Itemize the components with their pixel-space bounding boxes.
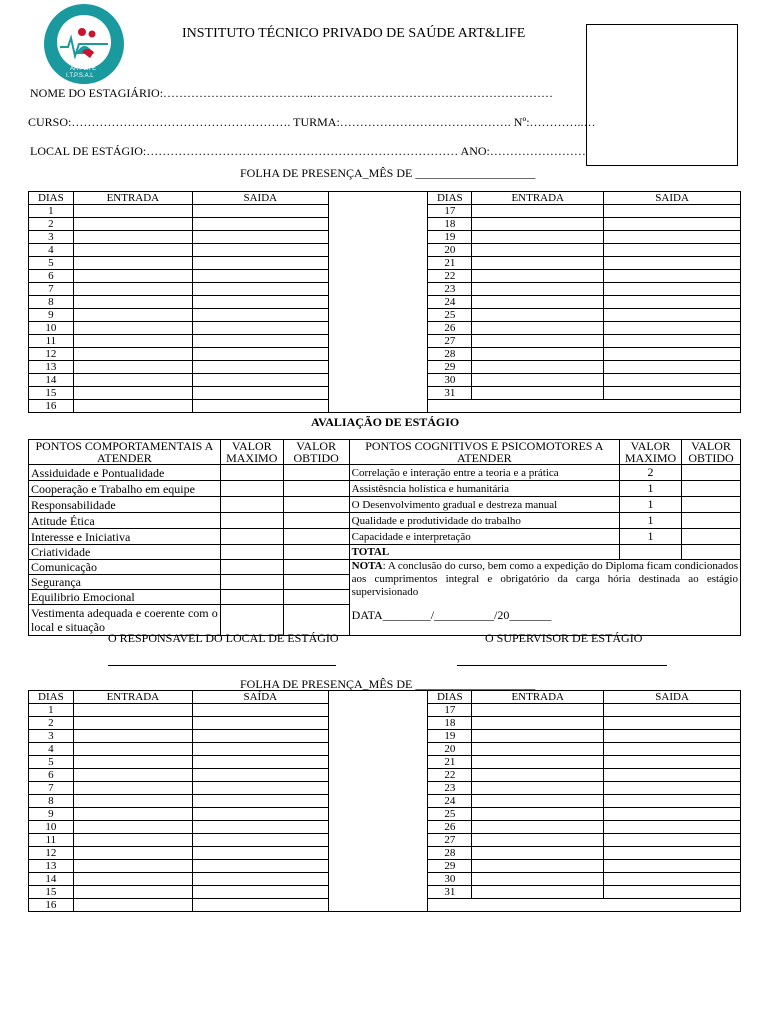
- signature-label-supervisor: O SUPERVISOR DE ESTÁGIO: [485, 631, 643, 645]
- entrada-cell[interactable]: [73, 769, 192, 782]
- day-number: 19: [428, 730, 472, 743]
- day-number: 24: [428, 795, 472, 808]
- saida-cell[interactable]: [604, 860, 741, 873]
- entrada-cell[interactable]: [73, 205, 192, 218]
- day-number: 14: [29, 374, 74, 387]
- saida-cell[interactable]: [192, 348, 328, 361]
- entrada-cell[interactable]: [472, 361, 604, 374]
- header-dias: DIAS: [428, 691, 472, 704]
- saida-cell[interactable]: [192, 296, 328, 309]
- saida-cell[interactable]: [192, 257, 328, 270]
- day-number: 10: [29, 821, 74, 834]
- entrada-cell[interactable]: [472, 769, 604, 782]
- valor-maximo-header: VALOR MAXIMO: [620, 440, 682, 465]
- day-number: 16: [29, 400, 74, 413]
- saida-cell[interactable]: [604, 361, 741, 374]
- header-entrada: ENTRADA: [472, 691, 604, 704]
- day-number: 27: [428, 834, 472, 847]
- saida-cell[interactable]: [192, 873, 328, 886]
- behavioral-item: Assiduidade e Pontualidade: [29, 465, 221, 481]
- day-number: 16: [29, 899, 74, 912]
- entrada-cell[interactable]: [472, 860, 604, 873]
- day-number: 29: [428, 361, 472, 374]
- entrada-cell[interactable]: [472, 834, 604, 847]
- cognitive-item: Capacidade e interpretação: [349, 529, 619, 545]
- day-number: 3: [29, 231, 74, 244]
- saida-cell[interactable]: [192, 309, 328, 322]
- day-number: 13: [29, 860, 74, 873]
- header-saida: SAIDA: [604, 691, 741, 704]
- behavioral-obtained-cell[interactable]: [283, 497, 349, 513]
- day-number: 18: [428, 218, 472, 231]
- saida-cell[interactable]: [192, 795, 328, 808]
- behavioral-obtained-cell[interactable]: [283, 529, 349, 545]
- entrada-cell[interactable]: [73, 387, 192, 400]
- entrada-cell[interactable]: [472, 309, 604, 322]
- header-saida: SAÍDA: [192, 691, 328, 704]
- cognitive-max-value: 2: [620, 465, 682, 481]
- entrada-cell[interactable]: [73, 218, 192, 231]
- day-number: 21: [428, 756, 472, 769]
- attendance-header-row: [29, 691, 741, 704]
- day-number: 15: [29, 886, 74, 899]
- behavioral-obtained-cell[interactable]: [283, 590, 349, 605]
- entrada-cell[interactable]: [73, 270, 192, 283]
- saida-cell[interactable]: [604, 270, 741, 283]
- entrada-cell[interactable]: [73, 231, 192, 244]
- entrada-cell[interactable]: [73, 808, 192, 821]
- behavioral-item: Responsabilidade: [29, 497, 221, 513]
- entrada-cell[interactable]: [73, 886, 192, 899]
- entrada-cell[interactable]: [472, 743, 604, 756]
- entrada-cell[interactable]: [73, 743, 192, 756]
- day-number: 11: [29, 834, 74, 847]
- total-max-cell[interactable]: [620, 545, 682, 560]
- day-number: 1: [29, 205, 74, 218]
- day-number: 9: [29, 309, 74, 322]
- logo-name: ART LIFE: [70, 66, 97, 72]
- cognitive-header: PONTOS COGNITIVOS E PSICOMOTORES A ATENDER: [349, 440, 619, 465]
- day-number: 5: [29, 756, 74, 769]
- entrada-cell[interactable]: [472, 387, 604, 400]
- day-number: 20: [428, 244, 472, 257]
- header-dias: DIAS: [428, 192, 472, 205]
- behavioral-item: Atitude Ética: [29, 513, 221, 529]
- day-number: 28: [428, 847, 472, 860]
- saida-cell[interactable]: [604, 834, 741, 847]
- day-number: 14: [29, 873, 74, 886]
- saida-cell[interactable]: [192, 335, 328, 348]
- behavioral-max-cell[interactable]: [220, 465, 283, 481]
- day-number: 7: [29, 283, 74, 296]
- attendance-title-1: FOLHA DE PRESENÇA_MÊS DE ____________________: [240, 166, 536, 180]
- saida-cell[interactable]: [604, 704, 741, 717]
- field-nome-estagiario[interactable]: NOME DO ESTAGIÁRIO:………………………………..……………………………………………………: [30, 86, 554, 100]
- day-number: 9: [29, 808, 74, 821]
- behavioral-item: Vestimenta adequada e coerente com o local e situação: [29, 605, 221, 636]
- saida-cell[interactable]: [192, 808, 328, 821]
- entrada-cell[interactable]: [472, 756, 604, 769]
- day-number: 17: [428, 205, 472, 218]
- day-number: 2: [29, 717, 74, 730]
- nota-label: NOTA: [351, 560, 383, 572]
- cognitive-item: O Desenvolvimento gradual e destreza manual: [349, 497, 619, 513]
- day-number: 7: [29, 782, 74, 795]
- behavioral-max-cell[interactable]: [220, 545, 283, 560]
- entrada-cell[interactable]: [472, 717, 604, 730]
- behavioral-item: Comunicação: [29, 560, 221, 575]
- entrada-cell[interactable]: [73, 296, 192, 309]
- field-local-ano[interactable]: LOCAL DE ESTÁGIO:…………………………………………………………………… ANO:……………………: [30, 144, 586, 158]
- day-number: 21: [428, 257, 472, 270]
- saida-cell[interactable]: [192, 387, 328, 400]
- behavioral-item: Equilibrio Emocional: [29, 590, 221, 605]
- day-number: 30: [428, 374, 472, 387]
- data-field[interactable]: DATA________/__________/20_______: [351, 608, 552, 622]
- behavioral-max-cell[interactable]: [220, 590, 283, 605]
- behavioral-max-cell[interactable]: [220, 575, 283, 590]
- entrada-cell[interactable]: [73, 847, 192, 860]
- entrada-cell[interactable]: [73, 322, 192, 335]
- entrada-cell[interactable]: [73, 257, 192, 270]
- saida-cell[interactable]: [604, 244, 741, 257]
- signature-line-local[interactable]: [108, 665, 336, 666]
- valor-obtido-header: VALOR OBTIDO: [682, 440, 741, 465]
- nota-block: [349, 560, 740, 636]
- saida-cell[interactable]: [192, 821, 328, 834]
- entrada-cell[interactable]: [472, 244, 604, 257]
- behavioral-item: Cooperação e Trabalho em equipe: [29, 481, 221, 497]
- entrada-cell[interactable]: [73, 821, 192, 834]
- saida-cell[interactable]: [604, 795, 741, 808]
- day-number: 31: [428, 387, 472, 400]
- saida-cell[interactable]: [192, 322, 328, 335]
- day-number: 27: [428, 335, 472, 348]
- evaluation-title: AVALIAÇÃO DE ESTÁGIO: [311, 415, 460, 429]
- entrada-cell[interactable]: [472, 782, 604, 795]
- attendance-table-2: [28, 690, 741, 912]
- saida-cell[interactable]: [192, 743, 328, 756]
- total-obtained-cell[interactable]: [682, 545, 741, 560]
- day-number: 18: [428, 717, 472, 730]
- cognitive-obtained-cell[interactable]: [682, 513, 741, 529]
- document-title: INSTITUTO TÉCNICO PRIVADO DE SAÚDE ART&LIFE: [182, 26, 526, 41]
- entrada-cell[interactable]: [472, 296, 604, 309]
- day-number: 30: [428, 873, 472, 886]
- cognitive-obtained-cell[interactable]: [682, 497, 741, 513]
- evaluation-table: [28, 439, 741, 636]
- saida-cell[interactable]: [604, 283, 741, 296]
- saida-cell[interactable]: [192, 886, 328, 899]
- day-number: 26: [428, 821, 472, 834]
- saida-cell[interactable]: [604, 335, 741, 348]
- saida-cell[interactable]: [604, 231, 741, 244]
- day-number: 6: [29, 769, 74, 782]
- entrada-cell[interactable]: [73, 873, 192, 886]
- day-number: 24: [428, 296, 472, 309]
- day-number: 13: [29, 361, 74, 374]
- saida-cell[interactable]: [604, 205, 741, 218]
- saida-cell[interactable]: [604, 374, 741, 387]
- signature-label-local: O RESPONSAVEL DO LOCAL DE ESTÁGIO: [108, 631, 339, 645]
- behavioral-max-cell[interactable]: [220, 513, 283, 529]
- entrada-cell[interactable]: [73, 860, 192, 873]
- cognitive-obtained-cell[interactable]: [682, 465, 741, 481]
- entrada-cell[interactable]: [472, 374, 604, 387]
- saida-cell[interactable]: [604, 730, 741, 743]
- saida-cell[interactable]: [604, 257, 741, 270]
- saida-cell[interactable]: [192, 704, 328, 717]
- day-number: 8: [29, 795, 74, 808]
- day-number: 10: [29, 322, 74, 335]
- day-number: 25: [428, 309, 472, 322]
- day-number: 22: [428, 769, 472, 782]
- entrada-cell[interactable]: [73, 283, 192, 296]
- saida-cell[interactable]: [604, 873, 741, 886]
- empty-cell: [428, 899, 741, 912]
- day-number: 4: [29, 743, 74, 756]
- attendance-title-2: FOLHA DE PRESENÇA_MÊS DE ____________________: [240, 677, 536, 691]
- saida-cell[interactable]: [604, 387, 741, 400]
- entrada-cell[interactable]: [73, 782, 192, 795]
- evaluation-row: [29, 545, 741, 560]
- day-number: 6: [29, 270, 74, 283]
- saida-cell[interactable]: [192, 769, 328, 782]
- day-number: 11: [29, 335, 74, 348]
- saida-cell[interactable]: [192, 361, 328, 374]
- day-number: 29: [428, 860, 472, 873]
- evaluation-row: [29, 465, 741, 481]
- saida-cell[interactable]: [604, 769, 741, 782]
- entrada-cell[interactable]: [73, 361, 192, 374]
- day-number: 12: [29, 348, 74, 361]
- photo-box: [586, 24, 738, 166]
- behavioral-header: PONTOS COMPORTAMENTAIS A ATENDER: [29, 440, 221, 465]
- cognitive-max-value: 1: [620, 529, 682, 545]
- saida-cell[interactable]: [192, 847, 328, 860]
- entrada-cell[interactable]: [472, 886, 604, 899]
- behavioral-obtained-cell[interactable]: [283, 513, 349, 529]
- valor-maximo-header: VALOR MAXIMO: [220, 440, 283, 465]
- behavioral-obtained-cell[interactable]: [283, 545, 349, 560]
- evaluation-row: [29, 497, 741, 513]
- entrada-cell[interactable]: [472, 704, 604, 717]
- day-number: 20: [428, 743, 472, 756]
- entrada-cell[interactable]: [73, 244, 192, 257]
- saida-cell[interactable]: [192, 244, 328, 257]
- saida-cell[interactable]: [604, 847, 741, 860]
- saida-cell[interactable]: [604, 296, 741, 309]
- entrada-cell[interactable]: [472, 322, 604, 335]
- behavioral-max-cell[interactable]: [220, 560, 283, 575]
- entrada-cell[interactable]: [73, 374, 192, 387]
- entrada-cell[interactable]: [472, 270, 604, 283]
- saida-cell[interactable]: [192, 283, 328, 296]
- saida-cell[interactable]: [604, 309, 741, 322]
- evaluation-row: [29, 481, 741, 497]
- saida-cell[interactable]: [604, 717, 741, 730]
- entrada-cell[interactable]: [472, 205, 604, 218]
- entrada-cell[interactable]: [73, 730, 192, 743]
- entrada-cell[interactable]: [472, 730, 604, 743]
- day-number: 31: [428, 886, 472, 899]
- entrada-cell[interactable]: [472, 218, 604, 231]
- saida-cell[interactable]: [192, 205, 328, 218]
- entrada-cell[interactable]: [73, 899, 192, 912]
- day-number: 5: [29, 257, 74, 270]
- entrada-cell[interactable]: [472, 335, 604, 348]
- header-entrada: ENTRADA: [472, 192, 604, 205]
- entrada-cell[interactable]: [73, 400, 192, 413]
- saida-cell[interactable]: [604, 218, 741, 231]
- header-saida: SAIDA: [192, 192, 328, 205]
- saida-cell[interactable]: [192, 400, 328, 413]
- saida-cell[interactable]: [192, 899, 328, 912]
- day-number: 28: [428, 348, 472, 361]
- entrada-cell[interactable]: [73, 795, 192, 808]
- entrada-cell[interactable]: [472, 257, 604, 270]
- evaluation-header-row: [29, 440, 741, 465]
- day-number: 22: [428, 270, 472, 283]
- header-entrada: ENTRADA: [73, 192, 192, 205]
- entrada-cell[interactable]: [472, 348, 604, 361]
- behavioral-obtained-cell[interactable]: [283, 575, 349, 590]
- field-curso-turma[interactable]: CURSO:………………………………………………. TURMA:……………………………………. Nº:…………..…: [28, 115, 596, 129]
- day-number: 8: [29, 296, 74, 309]
- day-number: 15: [29, 387, 74, 400]
- saida-cell[interactable]: [192, 717, 328, 730]
- evaluation-row: [29, 513, 741, 529]
- saida-cell[interactable]: [192, 270, 328, 283]
- day-number: 4: [29, 244, 74, 257]
- gap-cell: [328, 192, 428, 413]
- cognitive-item: Qualidade e produtividade do trabalho: [349, 513, 619, 529]
- behavioral-max-cell[interactable]: [220, 529, 283, 545]
- entrada-cell[interactable]: [472, 808, 604, 821]
- attendance-table-1: [28, 191, 741, 413]
- saida-cell[interactable]: [192, 730, 328, 743]
- entrada-cell[interactable]: [73, 309, 192, 322]
- day-number: 17: [428, 704, 472, 717]
- cognitive-obtained-cell[interactable]: [682, 529, 741, 545]
- entrada-cell[interactable]: [472, 283, 604, 296]
- saida-cell[interactable]: [192, 756, 328, 769]
- logo-acronym: I.T.P.S.A.L: [66, 73, 94, 79]
- day-number: 19: [428, 231, 472, 244]
- saida-cell[interactable]: [604, 348, 741, 361]
- behavioral-item: Interesse e Iniciativa: [29, 529, 221, 545]
- saida-cell[interactable]: [604, 322, 741, 335]
- header-dias: DIAS: [29, 691, 74, 704]
- cognitive-max-value: 1: [620, 481, 682, 497]
- saida-cell[interactable]: [604, 886, 741, 899]
- entrada-cell[interactable]: [472, 795, 604, 808]
- entrada-cell[interactable]: [73, 756, 192, 769]
- day-number: 2: [29, 218, 74, 231]
- saida-cell[interactable]: [192, 218, 328, 231]
- behavioral-max-cell[interactable]: [220, 481, 283, 497]
- day-number: 23: [428, 283, 472, 296]
- day-number: 1: [29, 704, 74, 717]
- saida-cell[interactable]: [604, 808, 741, 821]
- day-number: 25: [428, 808, 472, 821]
- entrada-cell[interactable]: [472, 873, 604, 886]
- behavioral-item: Segurança: [29, 575, 221, 590]
- day-number: 26: [428, 322, 472, 335]
- behavioral-item: Criatividade: [29, 545, 221, 560]
- header-saida: SAIDA: [604, 192, 741, 205]
- header-dias: DIAS: [29, 192, 74, 205]
- cognitive-item: Assistêsncia holística e humanitária: [349, 481, 619, 497]
- saida-cell[interactable]: [604, 821, 741, 834]
- evaluation-row: [29, 560, 741, 575]
- nota-text: : A conclusão do curso, bem como a expedição do Diploma ficam condicionados aos cumprimentos integral e obrigatório da carga hória destinada ao estágio supervisionado: [351, 560, 738, 598]
- saida-cell[interactable]: [192, 374, 328, 387]
- saida-cell[interactable]: [192, 782, 328, 795]
- signature-line-supervisor[interactable]: [457, 665, 667, 666]
- attendance-header-row: [29, 192, 741, 205]
- entrada-cell[interactable]: [472, 821, 604, 834]
- day-number: 23: [428, 782, 472, 795]
- saida-cell[interactable]: [604, 782, 741, 795]
- behavioral-obtained-cell[interactable]: [283, 465, 349, 481]
- saida-cell[interactable]: [604, 756, 741, 769]
- entrada-cell[interactable]: [73, 717, 192, 730]
- day-number: 3: [29, 730, 74, 743]
- saida-cell[interactable]: [604, 743, 741, 756]
- day-number: 12: [29, 847, 74, 860]
- entrada-cell[interactable]: [73, 335, 192, 348]
- cognitive-max-value: 1: [620, 497, 682, 513]
- cognitive-max-value: 1: [620, 513, 682, 529]
- header-entrada: ENTRADA: [73, 691, 192, 704]
- cognitive-obtained-cell[interactable]: [682, 481, 741, 497]
- entrada-cell[interactable]: [472, 231, 604, 244]
- empty-cell: [428, 400, 741, 413]
- saida-cell[interactable]: [192, 834, 328, 847]
- behavioral-max-cell[interactable]: [220, 497, 283, 513]
- entrada-cell[interactable]: [73, 834, 192, 847]
- total-label: TOTAL: [349, 545, 619, 560]
- saida-cell[interactable]: [192, 231, 328, 244]
- evaluation-row: [29, 529, 741, 545]
- behavioral-obtained-cell[interactable]: [283, 560, 349, 575]
- gap-cell: [328, 691, 428, 912]
- entrada-cell[interactable]: [73, 348, 192, 361]
- entrada-cell[interactable]: [472, 847, 604, 860]
- behavioral-obtained-cell[interactable]: [283, 481, 349, 497]
- entrada-cell[interactable]: [73, 704, 192, 717]
- valor-obtido-header: VALOR OBTIDO: [283, 440, 349, 465]
- saida-cell[interactable]: [192, 860, 328, 873]
- cognitive-item: Correlação e interação entre a teoria e a prática: [349, 465, 619, 481]
